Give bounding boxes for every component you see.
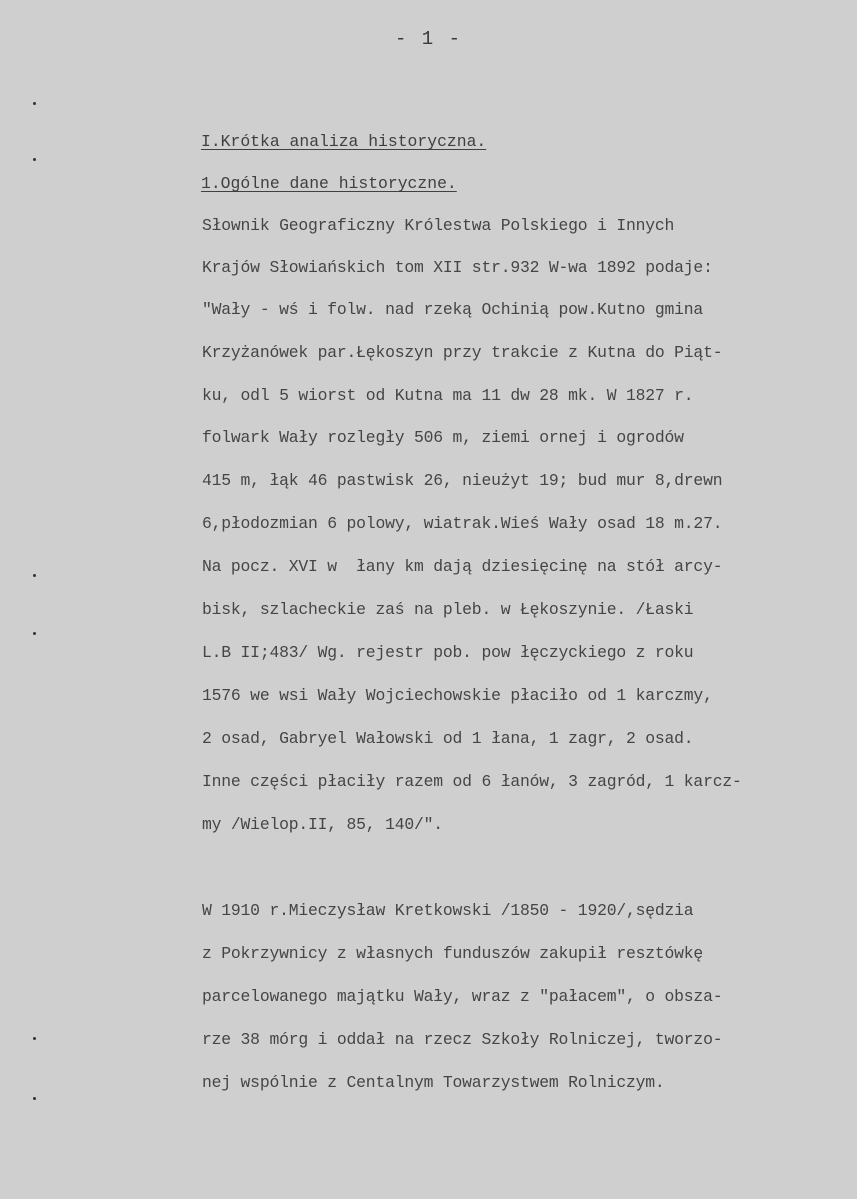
section-heading: I.Krótka analiza historyczna.: [201, 132, 487, 151]
margin-mark: [33, 158, 36, 161]
text-line: nej wspólnie z Centalnym Towarzystwem Rolniczym.: [202, 1073, 665, 1092]
text-line: Słownik Geograficzny Królestwa Polskiego i Innych: [202, 216, 675, 235]
text-line: 6,płodozmian 6 polowy, wiatrak.Wieś Wały osad 18 m.27.: [202, 514, 723, 533]
text-line: z Pokrzywnicy z własnych funduszów zakupił resztówkę: [202, 944, 704, 963]
text-line: Inne części płaciły razem od 6 łanów, 3 zagród, 1 karcz-: [202, 772, 742, 791]
text-line: Krajów Słowiańskich tom XII str.932 W-wa 1892 podaje:: [202, 258, 713, 277]
margin-mark: [33, 574, 36, 577]
text-line: rze 38 mórg i oddał na rzecz Szkoły Rolniczej, tworzo-: [202, 1030, 723, 1049]
subsection-heading: 1.Ogólne dane historyczne.: [201, 174, 457, 193]
text-line: 2 osad, Gabryel Wałowski od 1 łana, 1 zagr, 2 osad.: [202, 729, 694, 748]
margin-mark: [33, 102, 36, 105]
text-line: ku, odl 5 wiorst od Kutna ma 11 dw 28 mk. W 1827 r.: [202, 386, 694, 405]
text-line: parcelowanego majątku Wały, wraz z "pałacem", o obsza-: [202, 987, 723, 1006]
text-line: my /Wielop.II, 85, 140/".: [202, 815, 443, 834]
text-line: "Wały - wś i folw. nad rzeką Ochinią pow.Kutno gmina: [202, 300, 704, 319]
text-line: L.B II;483/ Wg. rejestr pob. pow łęczyckiego z roku: [202, 643, 694, 662]
text-line: Na pocz. XVI w łany km dają dziesięcinę na stół arcy-: [202, 557, 723, 576]
margin-mark: [33, 1097, 36, 1100]
page-number: - 1 -: [394, 28, 462, 50]
margin-mark: [33, 632, 36, 635]
text-line: Krzyżanówek par.Łękoszyn przy trakcie z Kutna do Piąt-: [202, 343, 723, 362]
text-line: bisk, szlacheckie zaś na pleb. w Łękoszynie. /Łaski: [202, 600, 694, 619]
text-line: 1576 we wsi Wały Wojciechowskie płaciło od 1 karczmy,: [202, 686, 713, 705]
text-line: W 1910 r.Mieczysław Kretkowski /1850 - 1920/,sędzia: [202, 901, 694, 920]
margin-mark: [33, 1037, 36, 1040]
text-line: folwark Wały rozległy 506 m, ziemi ornej i ogrodów: [202, 428, 684, 447]
text-line: 415 m, łąk 46 pastwisk 26, nieużyt 19; bud mur 8,drewn: [202, 471, 723, 490]
